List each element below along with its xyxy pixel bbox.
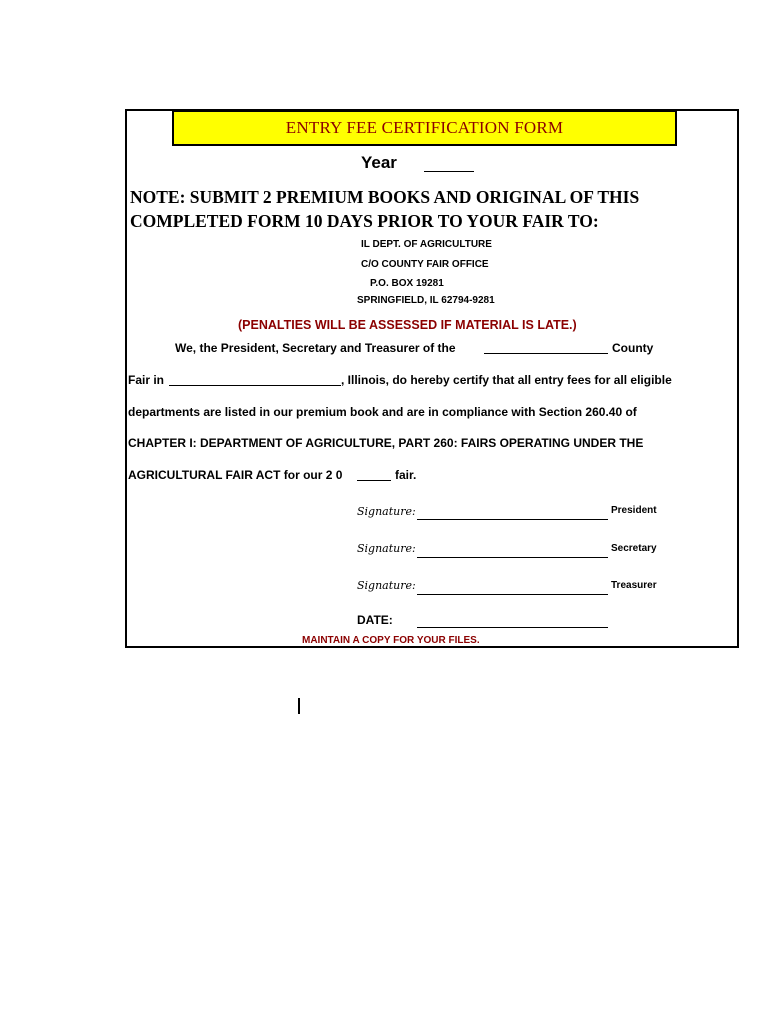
county-name-field[interactable] <box>484 341 608 354</box>
address-line-2: C/O COUNTY FAIR OFFICE <box>361 259 489 270</box>
form-title: ENTRY FEE CERTIFICATION FORM <box>285 118 564 137</box>
body-line-3: departments are listed in our premium book and are in compliance with Section 260.40 of <box>128 405 637 419</box>
date-field[interactable] <box>417 627 608 628</box>
signature-label-treasurer: Signature: <box>357 579 416 592</box>
illinois-certify-text: , Illinois, do hereby certify that all entry fees for all eligible <box>341 373 672 387</box>
body-line-5-prefix: AGRICULTURAL FAIR ACT for our 2 0 <box>128 468 343 482</box>
president-signature-field[interactable] <box>417 519 608 520</box>
county-label: County <box>612 341 654 355</box>
signature-label-president: Signature: <box>357 505 416 518</box>
role-president: President <box>611 505 657 516</box>
body-line-5-suffix: fair. <box>395 468 417 482</box>
note-line-2: COMPLETED FORM 10 DAYS PRIOR TO YOUR FAIR TO: <box>130 211 599 231</box>
fair-year-field[interactable] <box>357 468 391 481</box>
signature-label-secretary: Signature: <box>357 542 416 555</box>
address-line-3: P.O. BOX 19281 <box>370 278 444 289</box>
address-line-4: SPRINGFIELD, IL 62794-9281 <box>357 295 495 306</box>
role-treasurer: Treasurer <box>611 580 657 591</box>
year-label: Year <box>361 153 397 172</box>
year-field[interactable] <box>424 171 474 172</box>
role-secretary: Secretary <box>611 543 657 554</box>
certify-intro: We, the President, Secretary and Treasurer of the <box>175 341 456 355</box>
fair-in-label: Fair in <box>128 373 165 387</box>
secretary-signature-field[interactable] <box>417 557 608 558</box>
note-line-1: NOTE: SUBMIT 2 PREMIUM BOOKS AND ORIGINAL OF THIS <box>130 187 640 207</box>
fair-location-field[interactable] <box>169 373 341 386</box>
penalty-warning: (PENALTIES WILL BE ASSESSED IF MATERIAL IS LATE.) <box>238 318 577 332</box>
treasurer-signature-field[interactable] <box>417 594 608 595</box>
address-line-1: IL DEPT. OF AGRICULTURE <box>361 239 492 250</box>
maintain-copy-note: MAINTAIN A COPY FOR YOUR FILES. <box>302 635 480 646</box>
submission-note <box>130 185 730 233</box>
body-line-4: CHAPTER I: DEPARTMENT OF AGRICULTURE, PART 260: FAIRS OPERATING UNDER THE <box>128 436 644 450</box>
form-title-banner <box>172 110 677 146</box>
text-cursor-mark <box>298 698 300 714</box>
date-label: DATE: <box>357 613 393 627</box>
